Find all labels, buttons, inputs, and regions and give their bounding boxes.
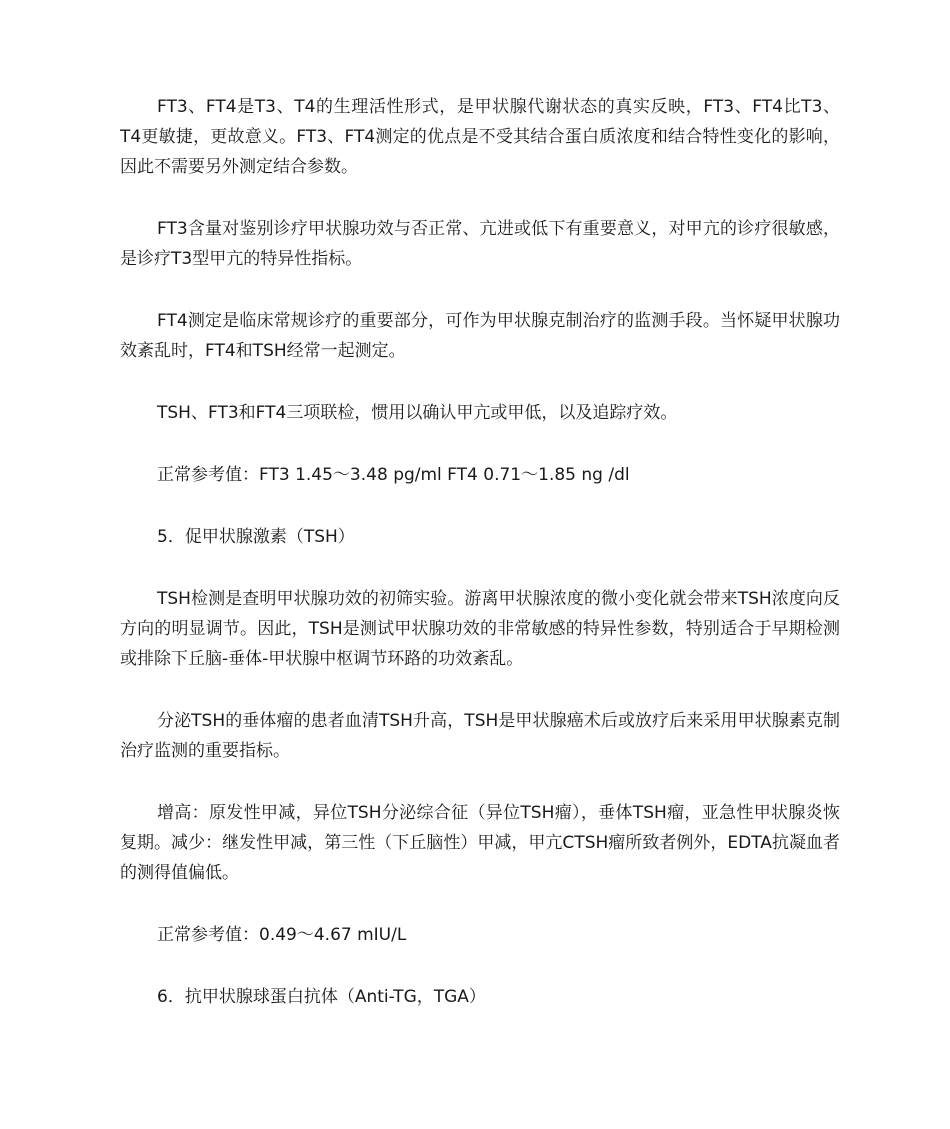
paragraph-tsh-screening: TSH检测是查明甲状腺功效的初筛实验。游离甲状腺浓度的微小变化就会带来TSH浓度向反方向的明显调节。因此，TSH是测试甲状腺功效的非常敏感的特异性参数，特别适合于早期检测或排除下丘脑-垂体-甲状腺中枢调节环路的功效紊乱。 [120,589,840,669]
paragraph-tsh-increase-decrease: 增高：原发性甲减，异位TSH分泌综合征（异位TSH瘤），垂体TSH瘤，亚急性甲状腺炎恢复期。减少：继发性甲减，第三性（下丘脑性）甲减，甲亢CTSH瘤所致者例外，EDTA抗凝血者的测得值偏低。 [120,803,840,883]
paragraph-ft-reference-values: 正常参考值：FT3 1.45～3.48 pg/ml FT4 0.71～1.85 ng /dl [157,465,630,485]
paragraph-tsh-reference-value: 正常参考值：0.49～4.67 mIU/L [157,925,407,945]
section-heading-anti-tg: 6．抗甲状腺球蛋白抗体（Anti-TG，TGA） [157,987,486,1007]
paragraph-ft4-measurement: FT4测定是临床常规诊疗的重要部分，可作为甲状腺克制治疗的监测手段。当怀疑甲状腺功效紊乱时，FT4和TSH经常一起测定。 [120,311,840,361]
paragraph-ft3-significance: FT3含量对鉴别诊疗甲状腺功效与否正常、亢进或低下有重要意义，对甲亢的诊疗很敏感，是诊疗T3型甲亢的特异性指标。 [120,219,840,269]
paragraph-tsh-pituitary: 分泌TSH的垂体瘤的患者血清TSH升高，TSH是甲状腺癌术后或放疗后来采用甲状腺素克制治疗监测的重要指标。 [120,711,840,761]
paragraph-combined-test: TSH、FT3和FT4三项联检，惯用以确认甲亢或甲低，以及追踪疗效。 [157,403,678,423]
paragraph-ft3-ft4-intro: FT3、FT4是T3、T4的生理活性形式，是甲状腺代谢状态的真实反映，FT3、FT4比T3、T4更敏捷，更故意义。FT3、FT4测定的优点是不受其结合蛋白质浓度和结合特性变化的影响，因此不需要另外测定结合参数。 [120,97,840,177]
document-page [120,92,840,1044]
section-heading-tsh: 5．促甲状腺激素（TSH） [157,527,355,547]
